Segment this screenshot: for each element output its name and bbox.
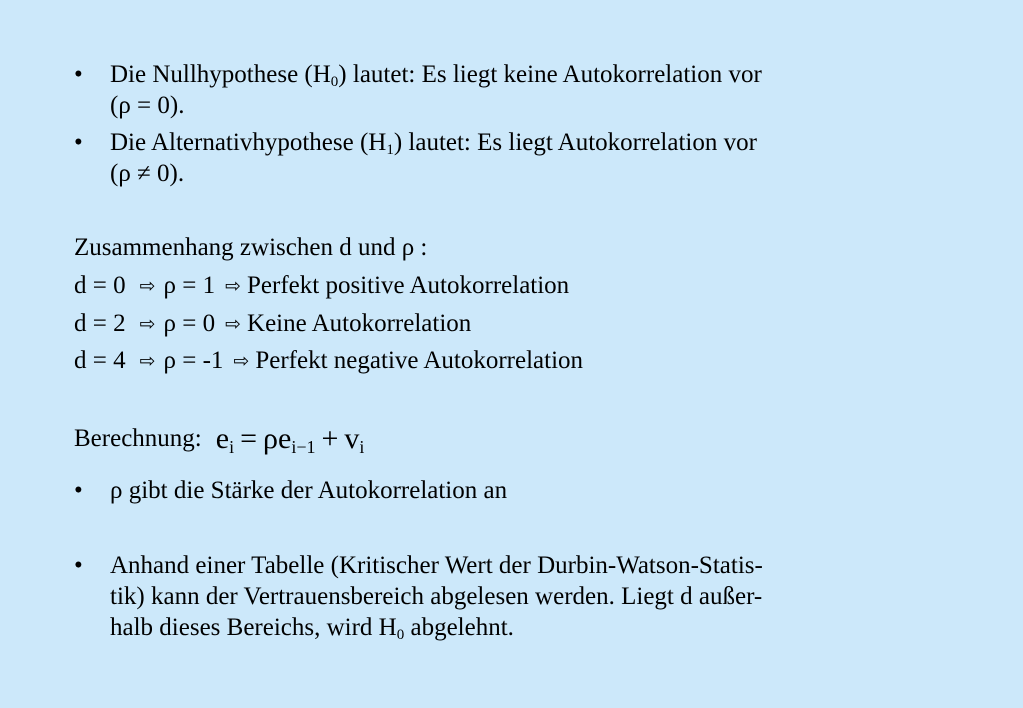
bullet-marker: •	[74, 477, 83, 504]
calculation-line	[74, 422, 365, 457]
h1-post: ) lautet: Es liegt Autokorrelation vor	[393, 129, 757, 156]
table-line-3-pre: halb dieses Bereichs, wird H	[110, 614, 397, 641]
d-value: d = 4	[74, 347, 126, 374]
d-value: d = 2	[74, 310, 126, 337]
bullet-marker: •	[74, 552, 83, 579]
formula-e: e	[215, 422, 230, 455]
h0-line-2: (ρ = 0).	[110, 92, 185, 119]
rho-strength-text: ρ gibt die Stärke der Autokorrelation an	[110, 477, 508, 504]
outline-right-arrow-icon: ⇨	[233, 350, 250, 372]
bullet-marker: •	[74, 129, 83, 156]
h0-pre: Die Nullhypothese (H	[110, 61, 331, 88]
relationship-heading: Zusammenhang zwischen d und ρ :	[74, 234, 428, 261]
formula-equals: =	[240, 422, 257, 455]
h0-subscript: 0	[330, 74, 339, 90]
outline-right-arrow-icon: ⇨	[139, 313, 156, 335]
bullet-marker: •	[74, 61, 83, 88]
h1-line-1	[110, 128, 757, 158]
relationship-row	[74, 271, 569, 301]
outline-right-arrow-icon: ⇨	[225, 275, 242, 297]
formula-v: v	[344, 422, 360, 455]
h1-subscript: 1	[386, 142, 394, 158]
h1-line-2: (ρ ≠ 0).	[110, 160, 185, 187]
formula-e-lag: e	[277, 422, 292, 455]
meaning: Perfekt negative Autokorrelation	[255, 347, 584, 374]
h0-post: ) lautet: Es liegt keine Autokorrelation vor	[338, 61, 762, 88]
table-line-1: Anhand einer Tabelle (Kritischer Wert der Durbin-Watson-Statis-	[110, 552, 763, 579]
formula-e-sub: i	[229, 437, 235, 457]
outline-right-arrow-icon: ⇨	[225, 313, 242, 335]
rho-value: ρ = 1	[163, 272, 216, 299]
calculation-label: Berechnung:	[74, 425, 202, 452]
table-line-3-post: abgelehnt.	[404, 614, 514, 641]
table-line-2: tik) kann der Vertrauensbereich abgelesen werden. Liegt d außer-	[110, 583, 763, 610]
formula-plus: +	[321, 422, 339, 455]
meaning: Perfekt positive Autokorrelation	[247, 272, 570, 299]
h1-pre: Die Alternativhypothese (H	[110, 129, 387, 156]
relationship-row	[74, 346, 583, 376]
relationship-row	[74, 309, 471, 339]
table-line-3-subscript: 0	[396, 627, 405, 643]
meaning: Keine Autokorrelation	[247, 310, 472, 337]
formula-rho: ρ	[263, 422, 278, 455]
d-value: d = 0	[74, 272, 126, 299]
outline-right-arrow-icon: ⇨	[139, 275, 156, 297]
ar1-formula	[215, 422, 365, 457]
h0-line-1	[110, 60, 762, 90]
table-line-3	[110, 613, 514, 643]
formula-v-sub: i	[359, 437, 365, 457]
formula-e-lag-sub: i−1	[291, 437, 316, 457]
outline-right-arrow-icon: ⇨	[139, 350, 156, 372]
rho-value: ρ = 0	[163, 310, 216, 337]
rho-value: ρ = -1	[163, 347, 224, 374]
